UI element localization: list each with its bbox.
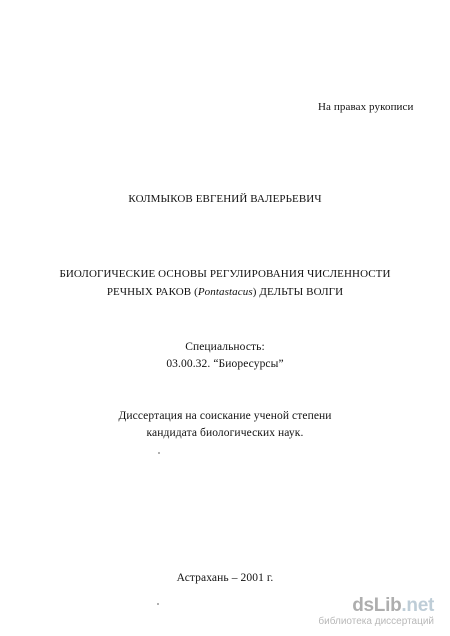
place-and-year: Астрахань – 2001 г.	[176, 572, 274, 584]
scan-speck	[158, 452, 160, 454]
dissertation-line-1: Диссертация на соискание ученой степени	[118, 410, 332, 422]
watermark-subtitle: библиотека диссертаций	[318, 616, 434, 627]
specialty-value: 03.00.32. “Биоресурсы”	[166, 358, 284, 370]
dissertation-line-2: кандидата биологических наук.	[146, 427, 304, 439]
thesis-title-line-2	[0, 285, 450, 299]
thesis-title-latin-name: Pontastacus	[197, 286, 253, 298]
manuscript-rights-note: На правах рукописи	[318, 101, 414, 113]
specialty-label: Специальность:	[185, 341, 265, 353]
watermark-logo-part-2: .net	[401, 595, 434, 616]
thesis-title-line-2-end: ) ДЕЛЬТЫ ВОЛГИ	[252, 286, 344, 298]
watermark-logo	[306, 596, 434, 616]
dslib-watermark	[306, 596, 434, 628]
thesis-title-line-2-start: РЕЧНЫХ РАКОВ (	[106, 286, 198, 298]
scan-speck	[157, 603, 159, 605]
thesis-title-line-1: БИОЛОГИЧЕСКИЕ ОСНОВЫ РЕГУЛИРОВАНИЯ ЧИСЛЕННОСТИ	[59, 268, 391, 280]
watermark-logo-part-1: dsLib	[352, 595, 402, 616]
author-name: КОЛМЫКОВ ЕВГЕНИЙ ВАЛЕРЬЕВИЧ	[128, 193, 322, 205]
